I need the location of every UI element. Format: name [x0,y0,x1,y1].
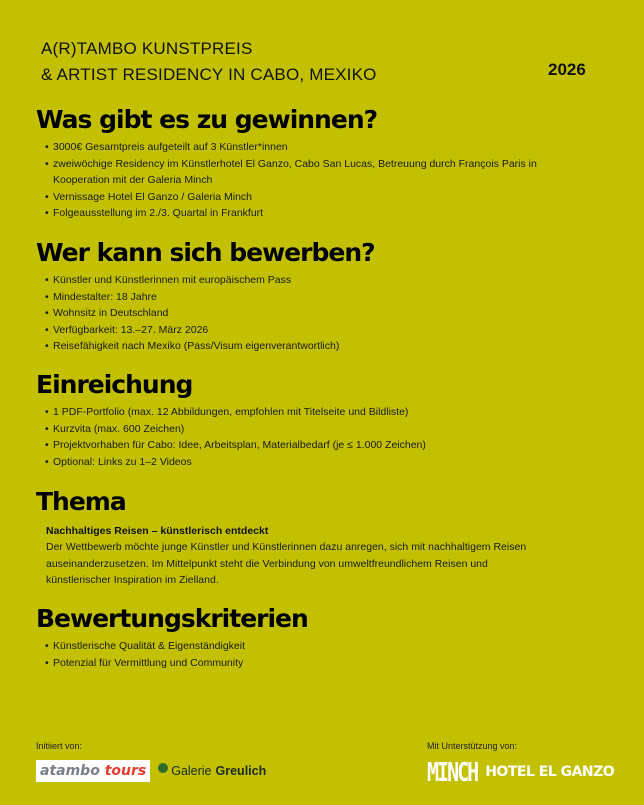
theme-description: Der Wettbewerb möchte junge Künstler und Künstlerinnen dazu anregen, sich mit nachhaltigem Reisen auseinanderzusetzen. Im Mittelpunkt steht die Verbindung von umweltfreundlichem Reisen und künstlerischer Inspiration im Zielland. [46,541,527,586]
list-item: • Potenzial für Vermittlung und Community [45,655,308,672]
section-title-submission: Einreichung [36,370,193,399]
minch-logo: MINCH [427,756,478,788]
list-item: • Reisefähigkeit nach Mexiko (Pass/Visum eigenverantwortlich) [45,338,375,355]
prizes-list [45,139,573,222]
section-theme [36,487,551,589]
hotel-el-ganzo-logo: HOTEL EL GANZO [485,764,615,780]
atambo-tours-logo: atambo tours [36,760,150,782]
support-label: Mit Unterstützung von: [427,741,518,751]
list-item: • Künstlerische Qualität & Eigenständigkeit [45,638,308,655]
list-item: • Künstler und Künstlerinnen mit europäischem Pass [45,272,375,289]
event-header [41,36,377,88]
initiated-label: Initiiert von: [36,741,83,751]
list-item: • Kurzvita (max. 600 Zeichen) [45,421,426,438]
list-item: • zweiwöchige Residency im Künstlerhotel El Ganzo, Cabo San Lucas, Betreuung durch François Paris in Kooperation mit der Galeria Minch [45,156,573,189]
section-criteria [36,604,308,671]
list-item: • Verfügbarkeit: 13.–27. März 2026 [45,322,375,339]
theme-subtitle: Nachhaltiges Reisen – künstlerisch entdeckt [46,525,269,537]
greulich-mark-icon [158,763,168,773]
list-item: • Wohnsitz in Deutschland [45,305,375,322]
event-year: 2026 [548,60,586,79]
list-item: • Mindestalter: 18 Jahre [45,289,375,306]
list-item: • Projektvorhaben für Cabo: Idee, Arbeitsplan, Materialbedarf (je ≤ 1.000 Zeichen) [45,437,426,454]
submission-list [45,404,426,470]
supporters [427,741,615,788]
header-title-line-1: A(R)TAMBO KUNSTPREIS [41,39,253,58]
list-item: • Folgeausstellung im 2./3. Quartal in Frankfurt [45,205,573,222]
section-eligibility [36,238,375,355]
section-prizes [36,105,573,222]
initiators [36,741,266,782]
section-title-prizes: Was gibt es zu gewinnen? [36,105,378,134]
galerie-greulich-logo: Galerie Greulich [158,764,266,778]
list-item: • 1 PDF-Portfolio (max. 12 Abbildungen, empfohlen mit Titelseite und Bildliste) [45,404,426,421]
list-item: • Vernissage Hotel El Ganzo / Galeria Minch [45,189,573,206]
section-title-criteria: Bewertungskriterien [36,604,308,633]
section-submission [36,370,426,470]
list-item: • 3000€ Gesamtpreis aufgeteilt auf 3 Künstler*innen [45,139,573,156]
eligibility-list [45,272,375,355]
criteria-list [45,638,308,671]
section-title-theme: Thema [36,487,126,516]
list-item: • Optional: Links zu 1–2 Videos [45,454,426,471]
header-title-line-2: & ARTIST RESIDENCY IN CABO, MEXIKO [41,65,377,84]
section-title-eligibility: Wer kann sich bewerben? [36,238,375,267]
